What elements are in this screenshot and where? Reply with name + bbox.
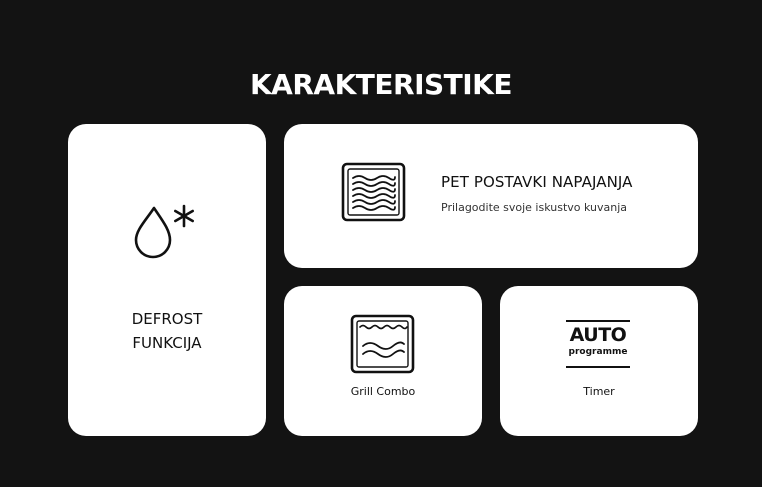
auto-icon-bottom-rule <box>566 366 630 368</box>
defrost-title-line2: FUNKCIJA <box>132 334 202 352</box>
microwave-waves-icon <box>341 162 407 228</box>
power-settings-title: PET POSTAVKI NAPAJANJA <box>441 173 633 191</box>
auto-icon-text: AUTO <box>569 324 627 346</box>
defrost-title <box>68 307 266 355</box>
timer-feature-card <box>500 286 698 436</box>
auto-icon-top-rule <box>566 320 630 322</box>
grill-combo-icon <box>350 314 416 380</box>
power-settings-description: Prilagodite svoje iskustvo kuvanja <box>441 201 628 214</box>
grill-combo-feature-card <box>284 286 482 436</box>
auto-programme-icon <box>566 320 630 368</box>
section-heading: KARAKTERISTIKE <box>249 68 512 101</box>
grill-combo-label: Grill Combo <box>350 385 416 398</box>
auto-icon-subtext: programme <box>568 347 628 357</box>
defrost-feature-card <box>68 124 266 436</box>
power-settings-feature-card <box>284 124 698 268</box>
timer-label: Timer <box>583 385 615 398</box>
water-drop-snowflake-icon <box>132 196 204 264</box>
defrost-title-line1: DEFROST <box>131 310 203 328</box>
